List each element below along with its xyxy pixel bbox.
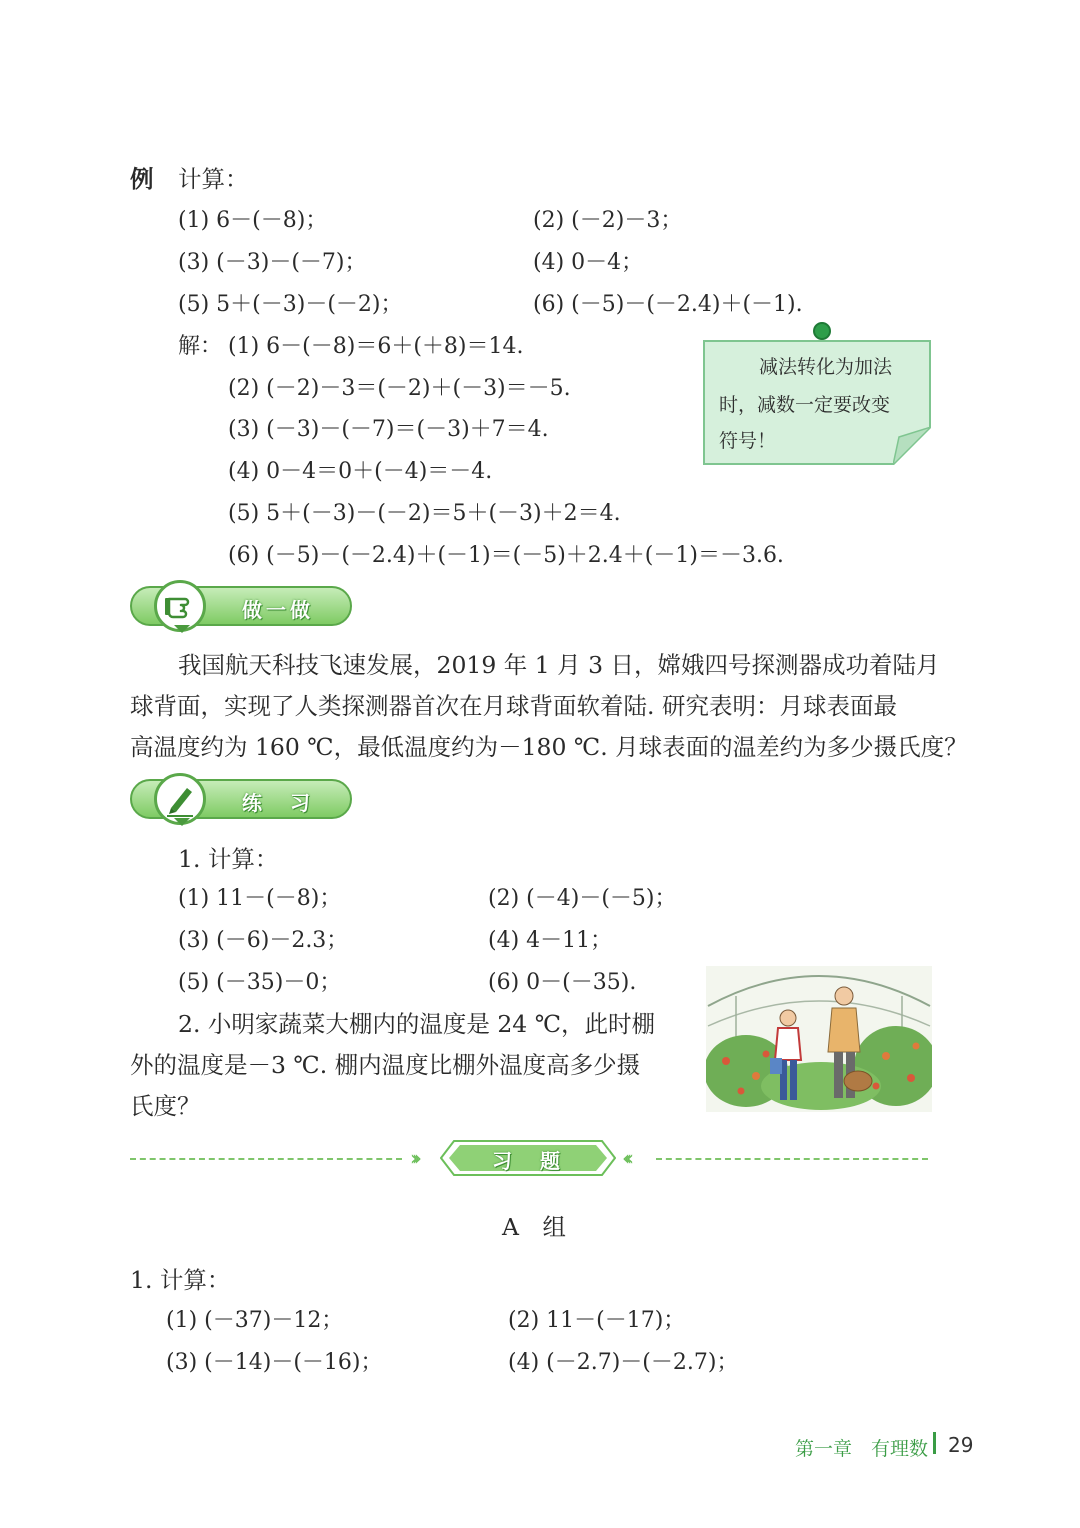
try-it-line-3: 高温度约为 160 ℃，最低温度约为－180 ℃. 月球表面的温差约为多少摄氏度？	[130, 733, 968, 761]
practice-q2-line-3: 氏度？	[130, 1092, 201, 1120]
practice-q1-item-6: (6) 0－(－35).	[488, 970, 637, 995]
chapter-title: 第一章 有理数	[795, 1438, 929, 1460]
chevron-left-icon: ‹‹‹	[622, 1146, 628, 1170]
divider-right	[656, 1158, 928, 1160]
example-problem-2: (2) (－2)－3；	[533, 208, 683, 233]
example-problem-1: (1) 6－(－8)；	[178, 208, 328, 233]
greenhouse-illustration	[706, 966, 932, 1112]
tip-line-2: 时，减数一定要改变	[719, 394, 891, 416]
solution-2: (2) (－2)－3＝(－2)＋(－3)＝－5.	[228, 376, 571, 401]
group-label: A 组	[502, 1213, 566, 1241]
example-label: 例	[130, 165, 154, 193]
pushpin-icon	[813, 322, 831, 340]
chevron-right-icon: ›››	[410, 1146, 416, 1170]
solution-3: (3) (－3)－(－7)＝(－3)＋7＝4.	[228, 417, 549, 442]
example-prompt: 计算：	[178, 165, 249, 193]
practice-banner	[130, 779, 352, 819]
solution-1: (1) 6－(－8)＝6＋(＋8)＝14.	[228, 334, 524, 359]
practice-q1-item-3: (3) (－6)－2.3；	[178, 928, 349, 953]
tip-note	[703, 340, 931, 465]
practice-q1-label: 1. 计算：	[178, 845, 279, 873]
tip-line-3: 符号！	[719, 430, 777, 452]
practice-q1-item-5: (5) (－35)－0；	[178, 970, 342, 995]
example-problem-4: (4) 0－4；	[533, 250, 644, 275]
practice-q2-line-1: 2. 小明家蔬菜大棚内的温度是 24 ℃，此时棚	[178, 1010, 656, 1038]
try-it-line-1: 我国航天科技飞速发展，2019 年 1 月 3 日，嫦娥四号探测器成功着陆月	[178, 651, 940, 679]
exercises-q1-item-1: (1) (－37)－12；	[166, 1308, 344, 1333]
solution-4: (4) 0－4＝0＋(－4)＝－4.	[228, 459, 493, 484]
exercises-q1-label: 1. 计算：	[130, 1266, 231, 1294]
practice-q1-item-4: (4) 4－11；	[488, 928, 613, 953]
page-curl	[893, 427, 931, 465]
page-number: 29	[948, 1433, 974, 1457]
tip-line-1: 减法转化为加法	[759, 356, 893, 378]
solution-label: 解：	[178, 334, 223, 359]
example-problem-5: (5) 5＋(－3)－(－2)；	[178, 292, 403, 317]
try-it-banner	[130, 586, 352, 626]
example-problem-6: (6) (－5)－(－2.4)＋(－1).	[533, 292, 803, 317]
practice-title: 练 习	[242, 791, 314, 815]
example-problem-3: (3) (－3)－(－7)；	[178, 250, 367, 275]
practice-q1-item-2: (2) (－4)－(－5)；	[488, 886, 677, 911]
exercises-q1-item-2: (2) 11－(－17)；	[508, 1308, 686, 1333]
exercises-q1-item-4: (4) (－2.7)－(－2.7)；	[508, 1350, 739, 1375]
footer-divider	[933, 1432, 936, 1454]
exercises-title: 习 题	[492, 1149, 564, 1173]
divider-left	[130, 1158, 402, 1160]
solution-5: (5) 5＋(－3)－(－2)＝5＋(－3)＋2＝4.	[228, 501, 621, 526]
try-it-title: 做一做	[242, 598, 314, 622]
try-it-line-2: 球背面，实现了人类探测器首次在月球背面软着陆. 研究表明：月球表面最	[130, 692, 897, 720]
solution-6: (6) (－5)－(－2.4)＋(－1)＝(－5)＋2.4＋(－1)＝－3.6.	[228, 543, 784, 568]
practice-q2-line-2: 外的温度是－3 ℃. 棚内温度比棚外温度高多少摄	[130, 1051, 641, 1079]
practice-q1-item-1: (1) 11－(－8)；	[178, 886, 342, 911]
exercises-q1-item-3: (3) (－14)－(－16)；	[166, 1350, 383, 1375]
